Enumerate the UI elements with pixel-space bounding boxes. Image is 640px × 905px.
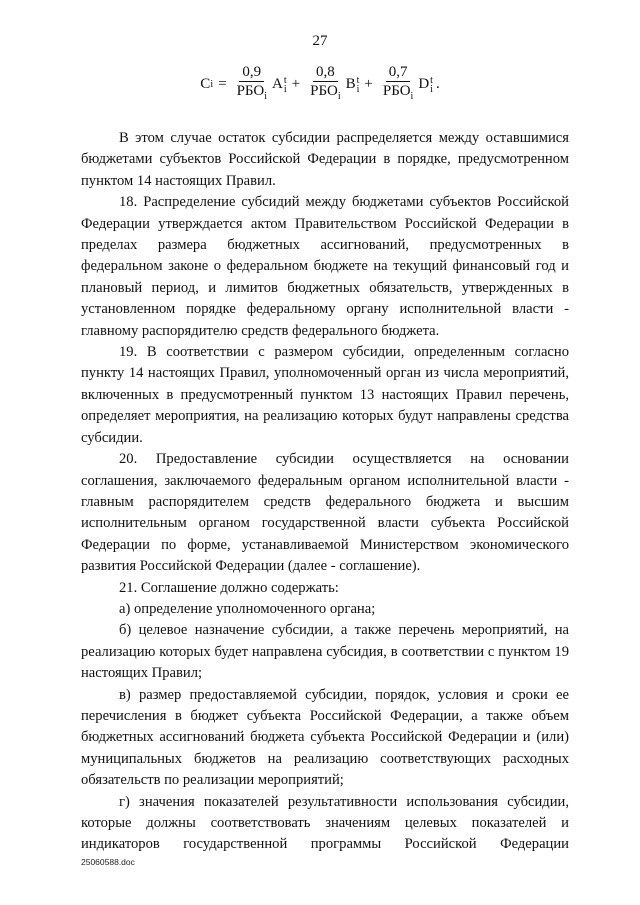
- formula-lhs: [200, 76, 213, 93]
- formula-sub-3: i: [430, 83, 433, 95]
- formula-equals: =: [218, 76, 227, 92]
- document-body: [81, 128, 569, 856]
- formula-fraction-1: [234, 64, 270, 105]
- formula-var-1: A: [272, 76, 283, 92]
- formula-numerator-2: 0,8: [313, 64, 338, 82]
- formula-den-sub-3: i: [410, 91, 414, 102]
- formula-sub-1: i: [283, 83, 287, 95]
- paragraph-20: 20. Предоставление субсидии осуществляется на основании соглашения, заключаемого федеральным органом исполнительной власти - главным распорядителем средств федерального бюджета и высшим исполнительным органом государственной власти субъекта Российской Федерации по форме, устанавливаемой Министерством экономического развития Российской Федерации (далее - соглашение).: [81, 451, 569, 575]
- paragraph-19: 19. В соответствии с размером субсидии, определенным согласно пункту 14 настоящих Правил, уполномоченный орган из числа мероприятий, включенных в предусмотренный пунктом 13 настоящих Правил перечень, определяет мероприятия, на реализацию которых будут направлены средства субсидии.: [81, 344, 569, 446]
- paragraph-18: 18. Распределение субсидий между бюджетами субъектов Российской Федерации утверждается актом Правительством Российской Федерации в пределах размера бюджетных ассигнований, предусмотренных в федеральном законе о федеральном бюджете на текущий финансовый год и плановый период, и лимитов бюджетных обязательств, утвержденных в установленном порядке федеральному органу исполнительной власти - главному распорядителю средств федерального бюджета.: [81, 194, 569, 339]
- page-number: 27: [312, 33, 328, 49]
- formula-denominator-1: [234, 82, 270, 105]
- formula-sup-2: t: [356, 74, 360, 86]
- formula-den-text-2: РБО: [310, 83, 338, 99]
- formula-lhs-symbol: C: [200, 76, 211, 92]
- formula-plus-1: +: [291, 76, 301, 92]
- formula-sup-1: t: [283, 74, 287, 86]
- formula-term-2: [305, 64, 359, 105]
- formula-numerator-1: 0,9: [239, 64, 264, 82]
- formula-den-sub-2: i: [337, 91, 341, 102]
- paragraph-21-b: б) целевое назначение субсидии, а также перечень мероприятий, на реализацию которых будет направлена субсидия, в соответствии с пунктом 19 настоящих Правил;: [81, 622, 569, 682]
- formula-sub-2: i: [356, 83, 360, 95]
- paragraph-21-v: в) размер предоставляемой субсидии, порядок, условия и сроки ее перечисления в бюджет субъекта Российской Федерации, а также объем бюджетных ассигнований бюджета субъекта Российской Федерации и (или) муниципальных бюджетов на реализацию соответствующих расходных обязательств по реализации мероприятий;: [81, 686, 569, 789]
- formula-fraction-2: [307, 64, 343, 105]
- formula-fraction-3: [380, 64, 416, 105]
- formula-lhs-sub: i: [210, 79, 214, 90]
- formula-term-3: [378, 64, 433, 105]
- formula-den-text-3: РБО: [382, 83, 411, 99]
- formula-sup-3: t: [430, 74, 433, 86]
- formula-var-3: D: [418, 76, 430, 92]
- paragraph-21: 21. Соглашение должно содержать:: [119, 579, 339, 596]
- formula-numerator-3: 0,7: [386, 64, 411, 82]
- formula-denominator-2: [307, 82, 343, 105]
- formula-end: .: [435, 76, 440, 92]
- formula-term-1: [232, 64, 287, 105]
- document-footer: 25060588.doc: [81, 857, 135, 867]
- formula-denominator-3: [380, 82, 416, 105]
- formula-plus-2: +: [364, 76, 373, 92]
- paragraph-remainder: В этом случае остаток субсидии распределяется между оставшимися бюджетами субъектов Российской Федерации в порядке, предусмотренном пунктом 14 настоящих Правил.: [81, 130, 569, 189]
- formula: [0, 64, 640, 105]
- formula-den-text-1: РБО: [236, 83, 265, 99]
- paragraph-21-g: г) значения показателей результативности использования субсидии, которые должны соответствовать значениям целевых показателей и индикаторов государственной программы Российской Федерации: [81, 793, 569, 853]
- formula-var-2: B: [345, 76, 356, 92]
- paragraph-21-a: а) определение уполномоченного органа;: [119, 600, 376, 617]
- formula-den-sub-1: i: [264, 91, 268, 102]
